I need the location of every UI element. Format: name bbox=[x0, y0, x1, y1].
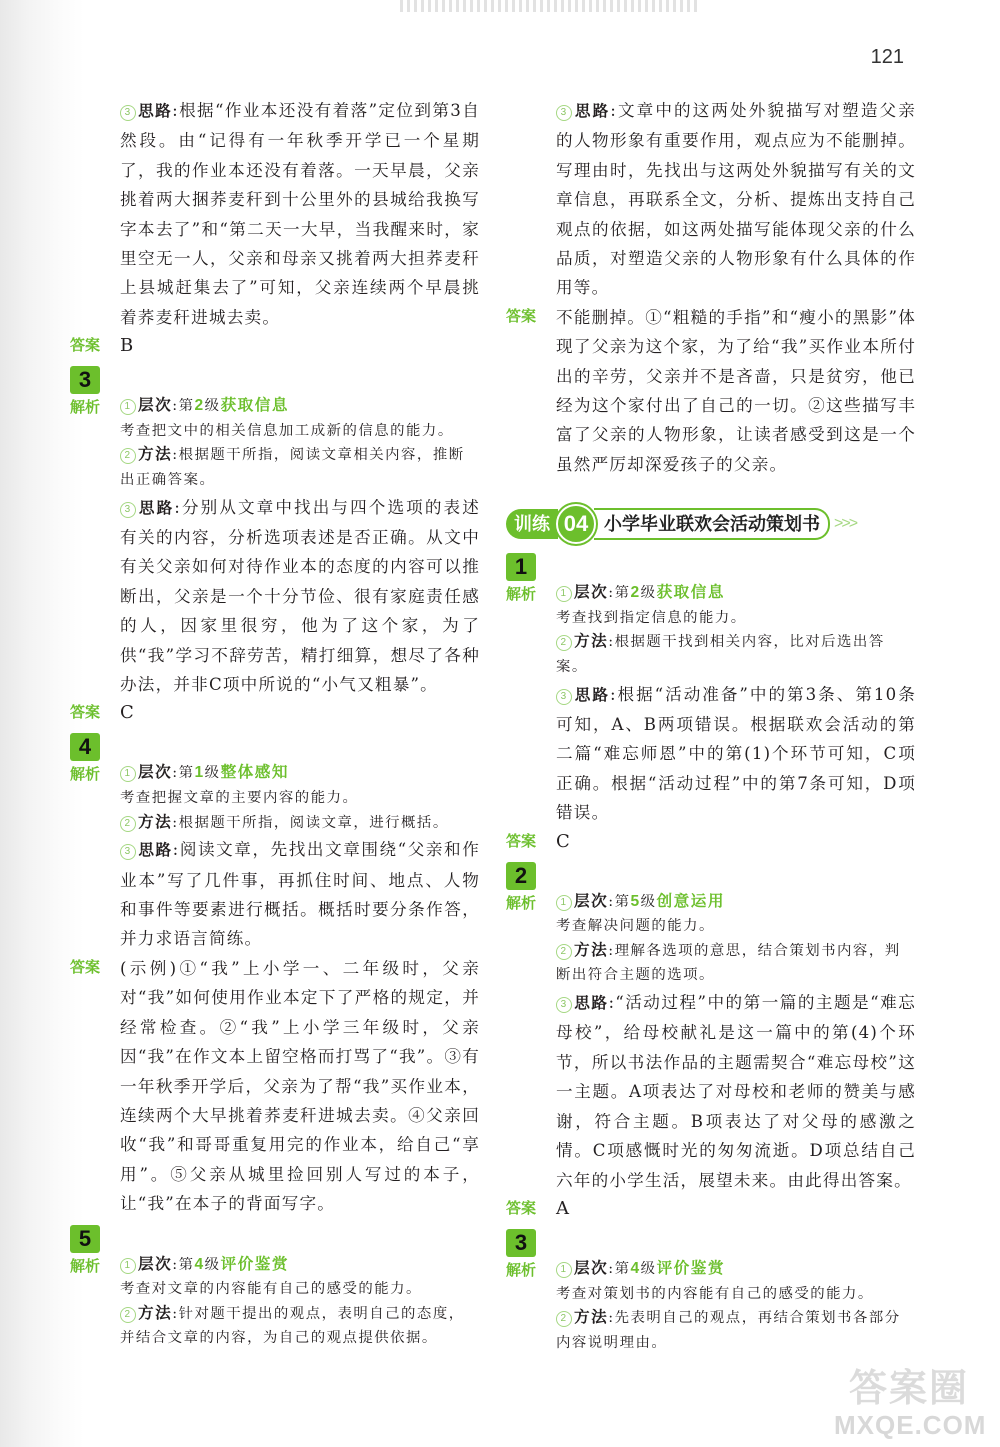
step-2-icon: 2 bbox=[120, 816, 136, 832]
q2-thought-cont: 3 思路:根据“作业本还没有着落”定位到第3自然段。由“记得有一年秋季开学已一个星期了，我的作业本还没有着落。一天早晨，父亲挑着两大捆荞麦秆到十公里外的县城给我换写字本去了”和“第二天一大早，当我醒来时，家里空无一人，父亲和母亲又挑着两大担荞麦秆上县城赶集去了”可知，父亲连续两个早晨挑着荞麦秆进城去卖。 bbox=[120, 101, 481, 327]
question-5: 5 解析 1 层次:第4级评价鉴赏 考查对文章的内容能有自己的感受的能力。 2 方法:针对题干提出的观点，表明自己的态度，并结合文章的内容，为自己的观点提供依据。 bbox=[70, 1225, 480, 1351]
thought-line: 3 思路:“活动过程”中的第一篇的主题是“难忘母校”，给母校献礼是这一篇中的第(4)个环节，所以书法作品的主题需契合“难忘母校”这一主题。A项表达了对母校和老师的赞美与感谢，符合主题。B项表达了对父母的感激之情。C项感慨时光的匆匆流逝。D项总结自己六年的小学生活，展望未来。由此得出答案。 bbox=[556, 993, 916, 1190]
method-line: 2 方法:根据题干所指，阅读文章，进行概括。 bbox=[120, 811, 480, 836]
method-line: 2 方法:根据题干找到相关内容，比对后选出答案。 bbox=[556, 633, 885, 676]
method-line: 2 方法:理解各选项的意思，结合策划书内容，判断出符合主题的选项。 bbox=[556, 941, 901, 984]
question-number-badge: 3 bbox=[506, 1229, 536, 1257]
method-line: 2 方法:针对题干提出的观点，表明自己的态度，并结合文章的内容，为自己的观点提供依据。 bbox=[120, 1304, 465, 1347]
double-arrow-icon: >>> bbox=[834, 515, 857, 533]
r2-answer: 答案 A bbox=[506, 1197, 569, 1219]
q5-thought-cont: 3 思路:文章中的这两处外貌描写对塑造父亲的人物形象有重要作用，观点应为不能删掉。写理由时，先找出与这两处外貌描写有关的文章信息，再联系全文，分析、提炼出支持自己观点的依据，如这两处描写能体现父亲的什么品质，对塑造父亲的人物形象有什么具体的作用等。 bbox=[556, 101, 916, 298]
step-3-icon: 3 bbox=[556, 997, 572, 1013]
q3-answer: 答案 C bbox=[70, 702, 134, 724]
level-desc: 考查找到指定信息的能力。 bbox=[556, 609, 747, 626]
step-1-icon: 1 bbox=[556, 895, 572, 911]
level-line: 1 层次:第1级整体感知 bbox=[120, 761, 480, 786]
q4-answer: 答案 (示例)①“我”上小学一、二年级时，父亲对“我”如何使用作业本定下了严格的规定，并经常检查。②“我”上小学三年级时，父亲因“我”在作文本上留空格而打骂了“我”。③有一年秋季开学后，父亲为了帮“我”买作业本，连续两个大早挑着荞麦秆进城去卖。④父亲回收“我”和哥哥重复用完的作业本，给自己“享用”。⑤父亲从城里捡回别人写过的本子，让“我”在本子的背面写字。 bbox=[70, 958, 480, 1214]
q5-answer: 答案 不能删掉。①“粗糙的手指”和“瘦小的黑影”体现了父亲为这个家，为了给“我”买作业本所付出的辛劳，父亲并不是吝啬，只是贫穷，他已经为这个家付出了自己的一切。②这些描写丰富了父亲的人物形象，让读者感受到这是一个虽然严厉却深爱孩子的父亲。 bbox=[506, 307, 916, 474]
step-3-icon: 3 bbox=[120, 844, 136, 860]
step-1-icon: 1 bbox=[120, 766, 136, 782]
step-1-icon: 1 bbox=[556, 586, 572, 602]
method-line: 2 方法:先表明自己的观点，再结合策划书各部分内容说明理由。 bbox=[556, 1309, 901, 1351]
page-number: 121 bbox=[870, 46, 904, 68]
left-column bbox=[70, 96, 480, 1351]
watermark-logo: 答案圈 MXQE.COM bbox=[834, 1368, 987, 1440]
banner-title: 小学毕业联欢会活动策划书 bbox=[594, 508, 830, 540]
level-desc: 考查对文章的内容能有自己的感受的能力。 bbox=[120, 1281, 422, 1298]
step-3-icon: 3 bbox=[556, 105, 572, 121]
step-2-icon: 2 bbox=[120, 448, 136, 464]
level-line: 1 层次:第4级评价鉴赏 bbox=[120, 1253, 480, 1278]
question-2: 2 解析 1 层次:第5级创意运用 考查解决问题的能力。 2 方法:理解各选项的意思，结合策划书内容，判断出符合主题的选项。 3 思路:“活动过程”中的第一篇的主题是“难忘母校”，给母校献礼是这一篇中的第(4)个环节，所以书法作品的主题需契合“难忘母校”这一主题。A项表达了对母校和老师的赞美与感谢，符合主题。B项表达了对父母的感激之情。C项感慨时光的匆匆流逝。D项总结自己六年的小学生活，展望未来。由此得出答案。 答案 A bbox=[506, 862, 916, 1223]
level-line: 1 层次:第2级获取信息 bbox=[556, 581, 916, 606]
level-line: 1 层次:第4级评价鉴赏 bbox=[556, 1257, 916, 1282]
training-banner bbox=[506, 505, 916, 543]
level-line: 1 层次:第5级创意运用 bbox=[556, 890, 916, 915]
step-3-icon: 3 bbox=[556, 689, 572, 705]
question-number-badge: 5 bbox=[70, 1225, 100, 1253]
method-line: 2 方法:根据题干所指，阅读文章相关内容，推断出正确答案。 bbox=[120, 446, 465, 489]
question-4: 4 解析 1 层次:第1级整体感知 考查把握文章的主要内容的能力。 2 方法:根据题干所指，阅读文章，进行概括。 3 思路:阅读文章，先找出文章围绕“父亲和作业本”写了几件事，再抓住时间、地点、人物和事件等要素进行概括。概括时要分条作答，并力求语言简练。 答案 (示例)①“我”上小学一、二年级时，父亲对“我”如何使用作业本定下了严格的规定，并经常检查。②“我”上小学三年级时，父亲因“我”在作文本上留空格而打骂了“我”。③有一年秋季开学后，父亲为了帮“我”买作业本，连续两个大早挑着荞麦秆进城去卖。④父亲回收“我”和哥哥重复用完的作业本，给自己“享用”。⑤父亲从城里捡回别人写过的本子，让“我”在本子的背面写字。 bbox=[70, 733, 480, 1218]
q2-answer: 答案 B bbox=[70, 335, 134, 357]
step-1-icon: 1 bbox=[556, 1262, 572, 1278]
level-line: 1 层次:第2级获取信息 bbox=[120, 394, 480, 419]
level-desc: 考查把握文章的主要内容的能力。 bbox=[120, 790, 359, 807]
thought-line: 3 思路:根据“活动准备”中的第3条、第10条可知，A、B两项错误。根据联欢会活动的第二篇“难忘师恩”中的第(1)个环节可知，C项正确。根据“活动过程”中的第7条可知，D项错误。 bbox=[556, 684, 916, 823]
question-3: 3 解析 1 层次:第2级获取信息 考查把文中的相关信息加工成新的信息的能力。 2 方法:根据题干所指，阅读文章相关内容，推断出正确答案。 3 思路:分别从文章中找出与四个选项的表述有关的内容，分析选项表述是否正确。从文中有关父亲如何对待作业本的态度的内容可以推断出，父亲是一个十分节俭、很有家庭责任感的人，因家里很穷，他为了这个家，为了供“我”学习不辞劳苦，精打细算，想尽了各种办法，并非C项中所说的“小气又粗暴”。 答案 C bbox=[70, 366, 480, 727]
step-3-icon: 3 bbox=[120, 502, 136, 518]
level-desc: 考查解决问题的能力。 bbox=[556, 918, 715, 935]
step-2-icon: 2 bbox=[120, 1307, 136, 1323]
right-column bbox=[506, 96, 916, 1355]
level-desc: 考查对策划书的内容能有自己的感受的能力。 bbox=[556, 1285, 874, 1302]
step-3-icon: 3 bbox=[120, 105, 136, 121]
question-3-right: 3 解析 1 层次:第4级评价鉴赏 考查对策划书的内容能有自己的感受的能力。 2 方法:先表明自己的观点，再结合策划书各部分内容说明理由。 bbox=[506, 1229, 916, 1355]
scan-artifact bbox=[400, 0, 700, 12]
step-1-icon: 1 bbox=[120, 1258, 136, 1274]
question-number-badge: 4 bbox=[70, 733, 100, 761]
banner-label: 训练 bbox=[506, 509, 558, 539]
banner-number: 04 bbox=[556, 504, 596, 544]
step-2-icon: 2 bbox=[556, 944, 572, 960]
question-1: 1 解析 1 层次:第2级获取信息 考查找到指定信息的能力。 2 方法:根据题干找到相关内容，比对后选出答案。 3 思路:根据“活动准备”中的第3条、第10条可知，A、B两项错误。根据联欢会活动的第二篇“难忘师恩”中的第(1)个环节可知，C项正确。根据“活动过程”中的第7条可知，D项错误。 答案 C bbox=[506, 553, 916, 855]
thought-line: 3 思路:分别从文章中找出与四个选项的表述有关的内容，分析选项表述是否正确。从文中有关父亲如何对待作业本的态度的内容可以推断出，父亲是一个十分节俭、很有家庭责任感的人，因家里很穷，他为了这个家，为了供“我”学习不辞劳苦，精打细算，想尽了各种办法，并非C项中所说的“小气又粗暴”。 bbox=[120, 497, 480, 695]
step-2-icon: 2 bbox=[556, 1311, 572, 1327]
question-number-badge: 1 bbox=[506, 553, 536, 581]
question-number-badge: 3 bbox=[70, 366, 100, 394]
r1-answer: 答案 C bbox=[506, 830, 570, 852]
thought-line: 3 思路:阅读文章，先找出文章围绕“父亲和作业本”写了几件事，再抓住时间、地点、人物和事件等要素进行概括。概括时要分条作答，并力求语言简练。 bbox=[120, 840, 480, 949]
step-2-icon: 2 bbox=[556, 635, 572, 651]
level-desc: 考查把文中的相关信息加工成新的信息的能力。 bbox=[120, 422, 454, 439]
step-1-icon: 1 bbox=[120, 399, 136, 415]
question-number-badge: 2 bbox=[506, 862, 536, 890]
